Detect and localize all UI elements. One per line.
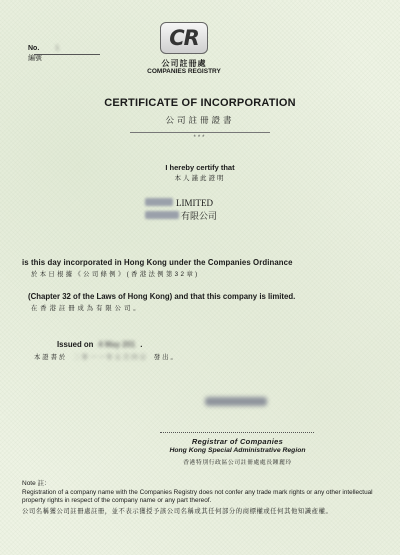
redacted-name-en: [145, 198, 173, 206]
number-value: 1: [55, 45, 60, 52]
certificate-title-zh: 公司註冊證書: [165, 115, 235, 125]
issued-label-zh: 本證書於: [34, 354, 68, 361]
issued-period: .: [140, 340, 143, 349]
note-label: Note 註：: [22, 480, 51, 487]
incorporation-line-2: (Chapter 32 of the Laws of Hong Kong) and that this company is limited.: [28, 292, 296, 301]
incorporation-line-1-zh: 於本日根據《公司條例》(香港法例第32章): [31, 271, 200, 278]
issued-on: [57, 340, 142, 349]
registrar-region: Hong Kong Special Administrative Region: [169, 447, 306, 454]
issued-label: Issued on: [57, 340, 94, 349]
cr-logo-text: CR: [169, 26, 199, 50]
signature-line: [160, 432, 314, 433]
registrar-signature: [205, 397, 267, 406]
number-label-zh: 編號: [28, 55, 42, 62]
title-ornament: ***: [193, 135, 207, 141]
registry-name-zh: 公司註冊處: [161, 59, 207, 68]
company-name-en: [145, 198, 213, 208]
registry-name-en: COMPANIES REGISTRY: [147, 68, 221, 75]
incorporation-line-1: is this day incorporated in Hong Kong under the Companies Ordinance: [22, 258, 293, 267]
certify-statement: I hereby certify that: [165, 163, 235, 172]
certify-statement-zh: 本人謹此證明: [174, 175, 226, 182]
note-text-zh: 公司名稱獲公司註冊處註冊，並不表示獲授予該公司名稱或其任何部分的商標權或任何其他知識產權。: [22, 508, 333, 515]
number-underline: [34, 54, 100, 55]
issued-on-zh: [34, 352, 179, 361]
company-name-zh: [145, 209, 217, 222]
note-text-en: Registration of a company name with the Companies Registry does not confer any trade mark rights or any other intellectual property rights in respect of the company name or any part thereof.: [22, 489, 373, 505]
registrar-title-zh: 香港特別行政區公司註冊處處長鍾麗玲: [183, 460, 292, 466]
number-label: No.: [28, 45, 40, 52]
issued-suffix-zh: 發出。: [153, 354, 179, 361]
issued-date-zh: 二零一一年五月四日: [73, 354, 148, 361]
redacted-name-zh: [145, 211, 179, 219]
issued-date: 4 May 201: [98, 340, 136, 349]
incorporation-line-2-zh: 在香港註冊成為有限公司。: [31, 305, 143, 312]
company-suffix-en: LIMITED: [176, 198, 213, 208]
cr-logo: [160, 22, 208, 54]
company-suffix-zh: 有限公司: [181, 211, 218, 221]
title-rule: [130, 132, 270, 133]
certificate-title: CERTIFICATE OF INCORPORATION: [104, 97, 296, 109]
registrar-title: Registrar of Companies: [191, 437, 284, 446]
